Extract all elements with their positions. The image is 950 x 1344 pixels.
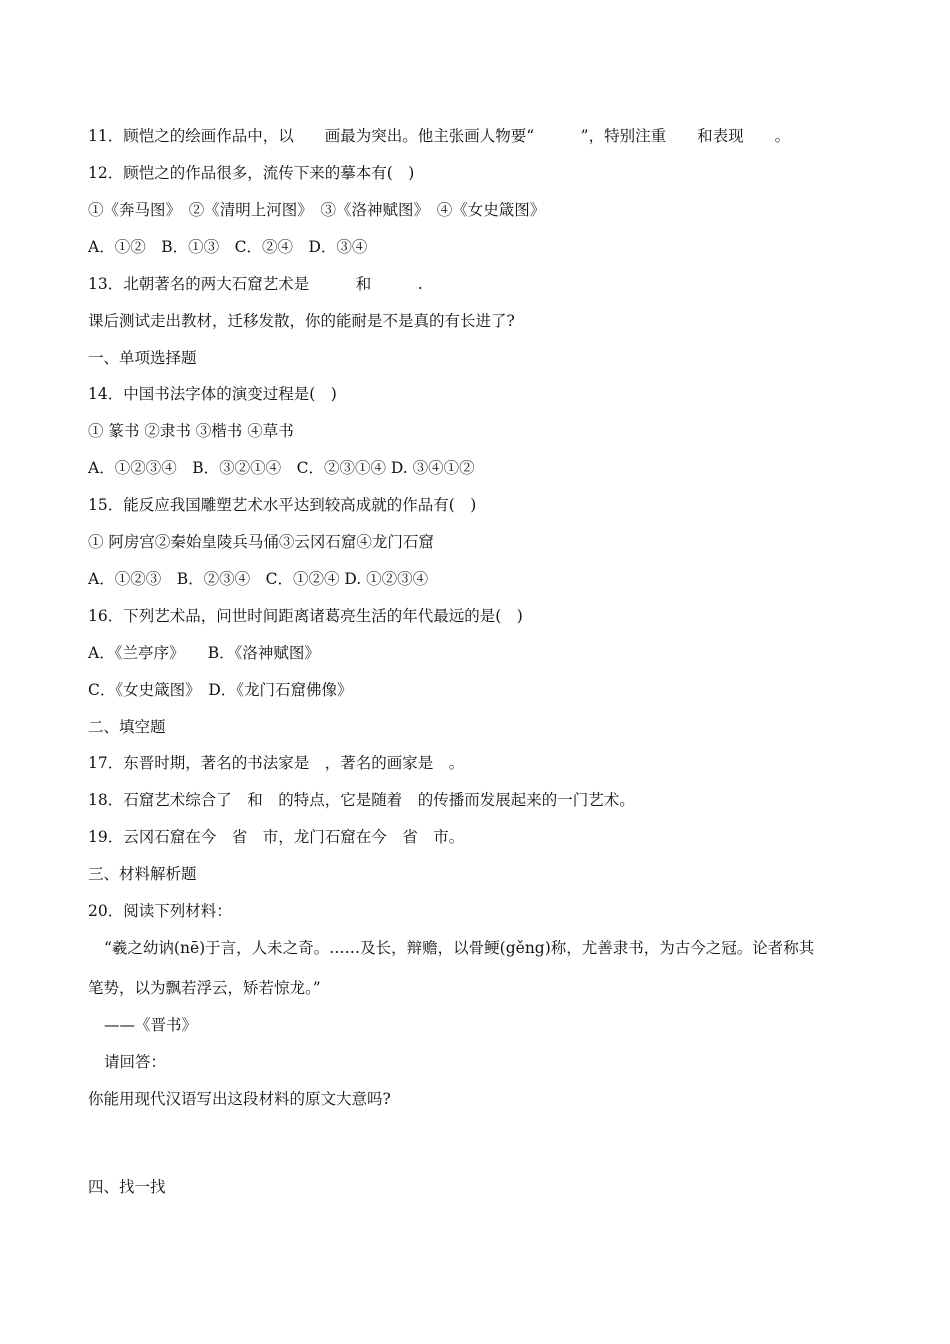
question-12-items: ①《奔马图》 ②《清明上河图》 ③《洛神赋图》 ④《女史箴图》 [88, 201, 546, 219]
question-16: 16．下列艺术品，问世时间距离诸葛亮生活的年代最远的是( ) [88, 607, 523, 625]
question-18: 18．石窟艺术综合了 和 的特点，它是随着 的传播而发展起来的一门艺术。 [88, 791, 635, 809]
question-16-options-cd: C．《女史箴图》 D．《龙门石窟佛像》 [88, 681, 353, 699]
question-12-options: A．①② B．①③ C．②④ D．③④ [88, 238, 368, 256]
section-heading-2: 二、填空题 [88, 718, 166, 736]
question-20: 20．阅读下列材料： [88, 902, 232, 920]
answer-prompt: 请回答： [104, 1053, 167, 1071]
question-12: 12．顾恺之的作品很多，流传下来的摹本有( ) [88, 164, 415, 182]
material-quote-line-2: 笔势，以为飘若浮云，矫若惊龙。” [88, 979, 321, 997]
section-heading-3: 三、材料解析题 [88, 865, 197, 883]
question-19: 19．云冈石窟在今 省 市，龙门石窟在今 省 市。 [88, 828, 465, 846]
question-14: 14．中国书法字体的演变过程是( ) [88, 385, 337, 403]
question-15-items: ① 阿房宫②秦始皇陵兵马俑③云冈石窟④龙门石窟 [88, 533, 434, 551]
material-quote-line-1: “羲之幼讷(nē)于言，人未之奇。……及长，辩赡，以骨鲠(gěng)称，尤善隶书，为古今之冠。论者称其 [104, 939, 815, 957]
question-15: 15．能反应我国雕塑艺术水平达到较高成就的作品有( ) [88, 496, 477, 514]
section-intro: 课后测试走出教材，迁移发散，你的能耐是不是真的有长进了? [88, 312, 515, 330]
question-14-items: ① 篆书 ②隶书 ③楷书 ④草书 [88, 422, 294, 440]
question-16-options-ab: A．《兰亭序》 B．《洛神赋图》 [88, 644, 320, 662]
question-13: 13．北朝著名的两大石窟艺术是 和 . [88, 275, 423, 293]
material-source: ——《晋书》 [104, 1016, 198, 1034]
section-heading-4: 四、找一找 [88, 1178, 166, 1196]
section-heading-1: 一、单项选择题 [88, 349, 197, 367]
question-11: 11．顾恺之的绘画作品中，以 画最为突出。他主张画人物要“ ”，特别注重 和表现 。 [88, 127, 791, 145]
question-20-ask: 你能用现代汉语写出这段材料的原文大意吗? [88, 1090, 391, 1108]
question-14-options: A．①②③④ B．③②①④ C．②③①④ D. ③④①② [88, 459, 475, 477]
question-15-options: A．①②③ B．②③④ C．①②④ D. ①②③④ [88, 570, 429, 588]
question-17: 17．东晋时期，著名的书法家是 ，著名的画家是 。 [88, 754, 465, 772]
